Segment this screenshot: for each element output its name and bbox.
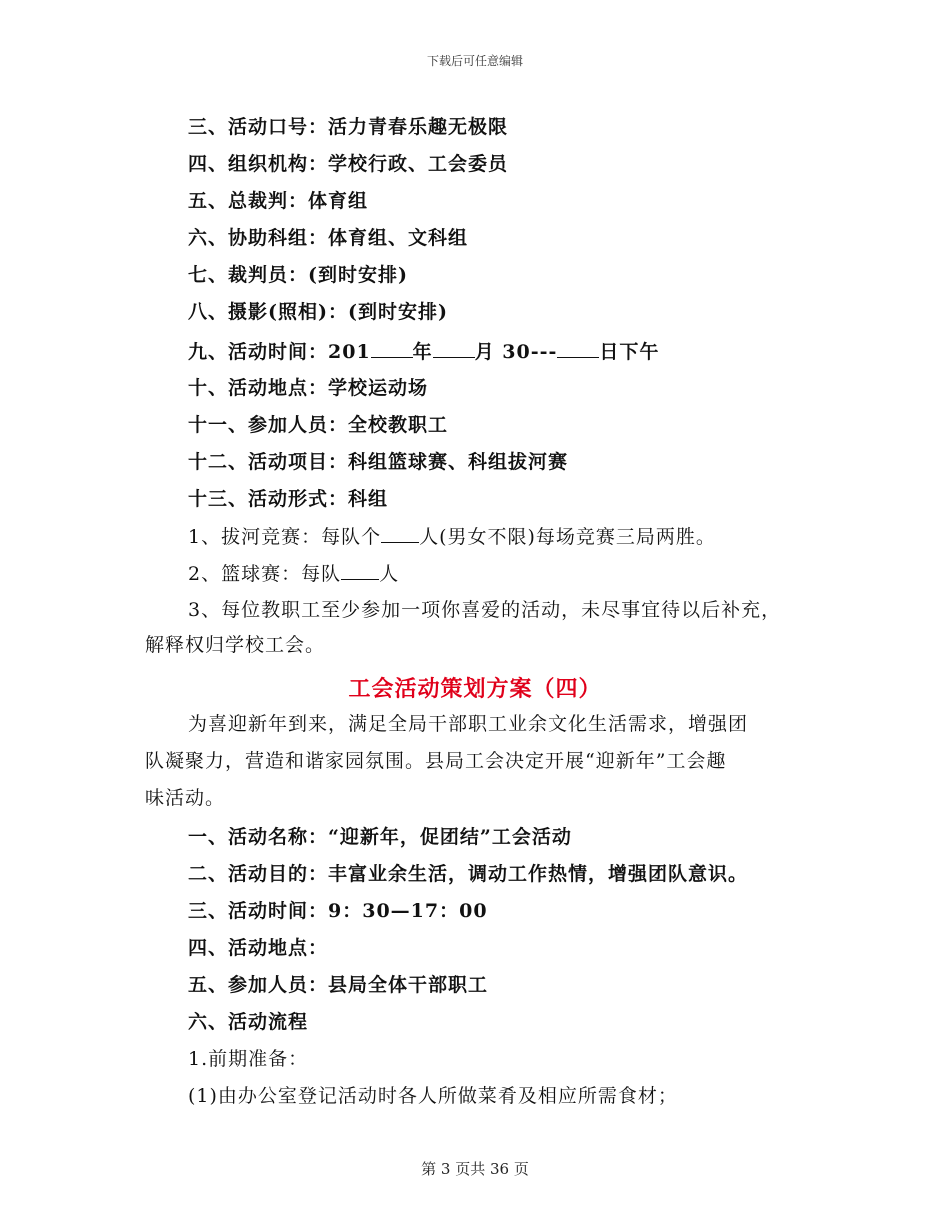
time-part-3: 月 30---	[474, 341, 558, 363]
venue-line: 十、活动地点：学校运动场	[188, 377, 429, 399]
slogan-line: 三、活动口号：活力青春乐趣无极限	[188, 116, 509, 138]
step-1-line: 1.前期准备：	[188, 1048, 309, 1070]
page-header: 下载后可任意编辑	[426, 54, 523, 68]
basketball-text-1: 2、篮球赛：每队	[188, 563, 342, 585]
intro-line-2: 队凝聚力，营造和谐家园氛围。县局工会决定开展“迎新年”工会趣	[145, 750, 727, 772]
month-blank	[433, 339, 475, 358]
photography-line: 八、摄影(照相)：(到时安排)	[188, 301, 448, 323]
activity-name-line: 一、活动名称：“迎新年，促团结”工会活动	[188, 826, 572, 848]
page-footer: 第 3 页共 36 页	[421, 1160, 529, 1178]
activity-venue-2-line: 四、活动地点：	[188, 937, 329, 959]
format-line: 十三、活动形式：科组	[188, 488, 389, 510]
basketball-item	[188, 561, 399, 586]
chief-referee-line: 五、总裁判：体育组	[188, 190, 369, 212]
activity-purpose-line: 二、活动目的：丰富业余生活，调动工作热情，增强团队意识。	[188, 863, 749, 885]
activity-time-line	[188, 339, 659, 364]
step-1a-line: (1)由办公室登记活动时各人所做菜肴及相应所需食材；	[188, 1085, 678, 1107]
time-part-2: 年	[412, 341, 433, 363]
intro-line-3: 味活动。	[145, 787, 226, 809]
day-blank	[557, 339, 599, 358]
tug-of-war-item	[188, 524, 716, 549]
basketball-text-2: 人	[379, 563, 400, 585]
assist-group-line: 六、协助科组：体育组、文科组	[188, 227, 469, 249]
referee-line: 七、裁判员：(到时安排)	[188, 264, 408, 286]
participants-line: 十一、参加人员：全校教职工	[188, 414, 449, 436]
process-line: 六、活动流程	[188, 1011, 309, 1033]
tug-text-2: 人(男女不限)每场竞赛三局两胜。	[419, 526, 716, 548]
item3-line-2: 解释权归学校工会。	[145, 634, 326, 656]
tug-text-1: 1、拔河竞赛：每队个	[188, 526, 382, 548]
year-blank	[371, 339, 413, 358]
participants-2-line: 五、参加人员：县局全体干部职工	[188, 974, 489, 996]
time-part-4: 日下午	[599, 341, 660, 363]
section-title: 工会活动策划方案（四）	[348, 676, 602, 702]
intro-line-1: 为喜迎新年到来，满足全局干部职工业余文化生活需求，增强团	[188, 713, 749, 735]
time-part-1: 九、活动时间：201	[188, 341, 371, 363]
organization-line: 四、组织机构：学校行政、工会委员	[188, 153, 509, 175]
activity-time-2-line: 三、活动时间：9：30—17：00	[188, 900, 488, 922]
basketball-size-blank	[341, 561, 379, 580]
events-line: 十二、活动项目：科组篮球赛、科组拔河赛	[188, 451, 569, 473]
item3-line-1: 3、每位教职工至少参加一项你喜爱的活动，未尽事宜待以后补充，	[188, 599, 782, 621]
team-size-blank	[381, 524, 419, 543]
